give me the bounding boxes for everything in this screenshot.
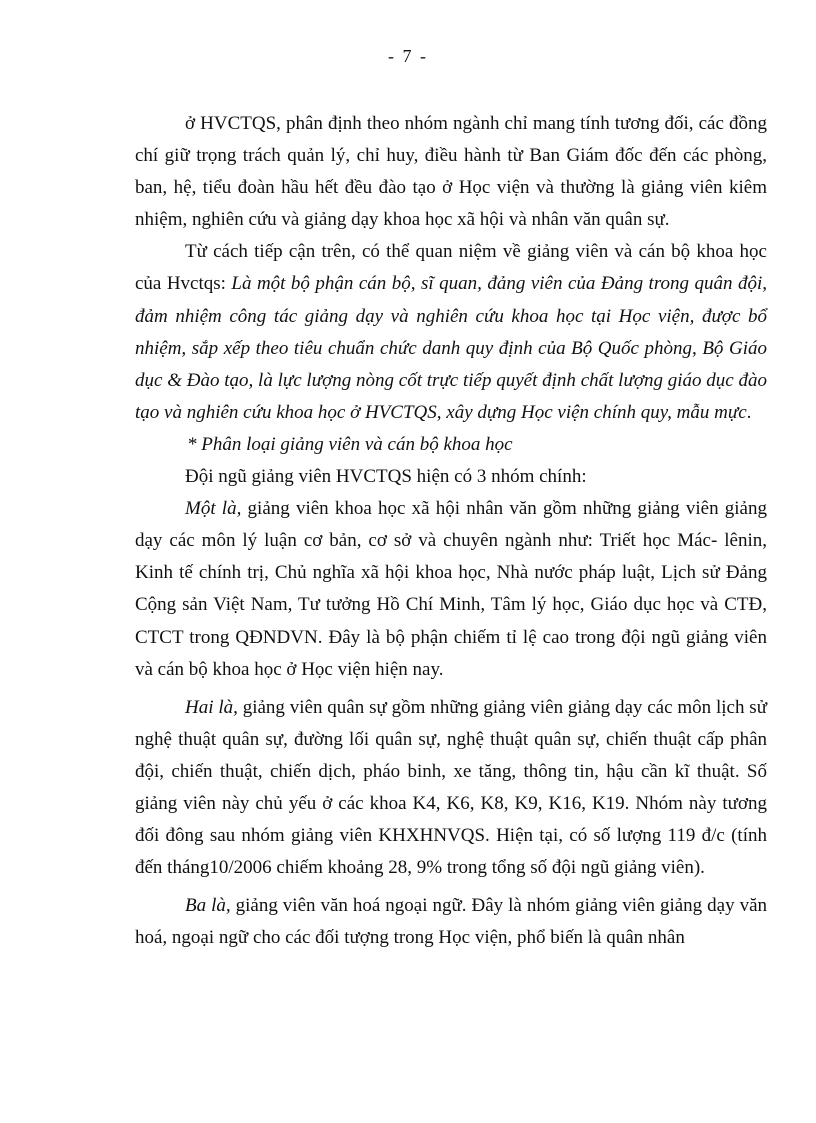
page-number: - 7 - [388,46,428,66]
group-label: Một là, [185,498,242,520]
group-label: Ba là, [185,895,231,917]
paragraph-group-three [135,890,767,954]
section-heading: * Phân loại giảng viên và cán bộ khoa học [187,433,513,455]
paragraph-lead: Từ cách tiếp cận trên, có thể quan niệm về giảng viên và cán bộ khoa học của Hvctqs: [135,241,767,295]
paragraph-text: giảng viên khoa học xã hội nhân văn gồm những giảng viên giảng dạy các môn lý luận cơ bản, cơ sở và chuyên ngành như: Triết học Mác- lênin, Kinh tế chính trị, Chủ nghĩa xã hội khoa học, Nhà nước pháp luật, Lịch sử Đảng Cộng sản Việt Nam, Tư tưởng Hồ Chí Minh, Tâm lý học, Giáo dục học và CTĐ, CTCT trong QĐNDVN. Đây là bộ phận chiếm tỉ lệ cao trong đội ngũ giảng viên và cán bộ khoa học ở Học viện hiện nay. [135,498,767,680]
paragraph-text: giảng viên quân sự gồm những giảng viên giảng dạy các môn lịch sử nghệ thuật quân sự, đường lối quân sự, nghệ thuật quân sự, chiến thuật cấp phân đội, chiến thuật, chiến dịch, pháo binh, xe tăng, thông tin, hậu cần kĩ thuật. Số giảng viên này chủ yếu ở các khoa K4, K6, K8, K9, K16, K19. Nhóm này tương đối đông sau nhóm giảng viên KHXHNVQS. Hiện tại, có số lượng 119 đ/c (tính đến tháng10/2006 chiếm khoảng 28, 9% trong tổng số đội ngũ giảng viên). [135,696,767,879]
paragraph-tail: . [746,401,752,423]
paragraph-text: ở HVCTQS, phân định theo nhóm ngành chỉ mang tính tương đối, các đồng chí giữ trọng trách quản lý, chỉ huy, điều hành từ Ban Giám đốc đến các phòng, ban, hệ, tiểu đoàn hầu hết đều đào tạo ở Học viện và thường là giảng viên kiêm nhiệm, nghiên cứu và giảng dạy khoa học xã hội và nhân văn quân sự. [135,113,767,231]
paragraph-group-one [135,493,767,686]
paragraph-text: giảng viên văn hoá ngoại ngữ. Đây là nhóm giảng viên giảng dạy văn hoá, ngoại ngữ cho các đối tượng trong Học viện, phổ biến là quân nhân [135,895,768,949]
group-label: Hai là, [185,696,238,718]
paragraph-definition [135,236,767,429]
paragraph-continuation [135,108,767,236]
paragraph-group-two [135,692,767,885]
document-body [135,108,767,954]
paragraph-intro: Đội ngũ giảng viên HVCTQS hiện có 3 nhóm chính: [185,466,587,488]
definition-italic: Là một bộ phận cán bộ, sĩ quan, đảng viên của Đảng trong quân đội, đảm nhiệm công tác giảng dạy và nghiên cứu khoa học tại Học viện, được bổ nhiệm, sắp xếp theo tiêu chuẩn chức danh quy định của Bộ Quốc phòng, Bộ Giáo dục & Đào tạo, là lực lượng nòng cốt trực tiếp quyết định chất lượng giáo dục đào tạo và nghiên cứu khoa học ở HVCTQS, xây dựng Học viện chính quy, mẫu mực [135,273,767,423]
